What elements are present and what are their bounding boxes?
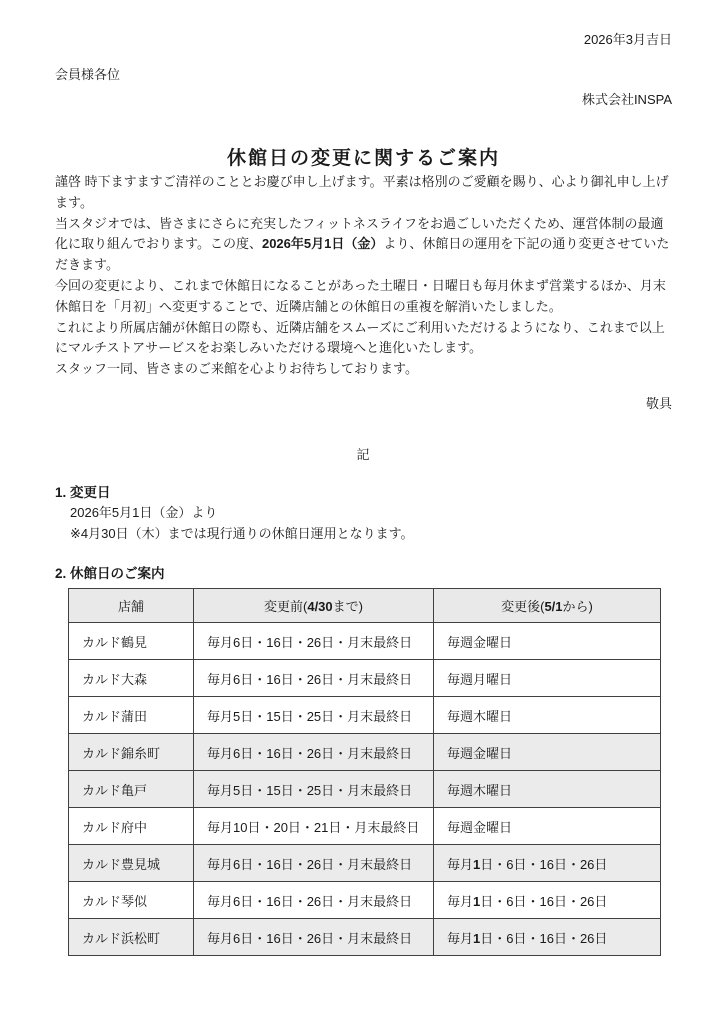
after-cell: 毎週月曜日	[434, 660, 661, 697]
after-cell: 毎週金曜日	[434, 734, 661, 771]
change-date-note: ※4月30日（木）までは現行通りの休館日運用となります。	[70, 525, 414, 541]
benefit-paragraph: これにより所属店舗が休館日の際も、近隣店舗をスムーズにご利用いただけるようになり、これまで以上にマルチストアサービスをお楽しみいただける環境へと進化いたします。	[55, 319, 665, 356]
change-date-line: 2026年5月1日（金）より	[70, 505, 218, 521]
before-cell: 毎月6日・16日・26日・月末最終日	[194, 734, 434, 771]
after-cell: 毎月1日・6日・16日・26日	[434, 919, 661, 956]
recipient: 会員様各位	[55, 66, 121, 82]
store-cell: カルド蒲田	[69, 697, 194, 734]
store-cell: カルド大森	[69, 660, 194, 697]
table-body	[69, 623, 661, 956]
before-cell: 毎月6日・16日・26日・月末最終日	[194, 845, 434, 882]
announcement-text-post: より、休館日の運用を下記の通り変更させていただきます。	[55, 236, 670, 273]
before-cell: 毎月5日・15日・25日・月末最終日	[194, 697, 434, 734]
before-cell: 毎月6日・16日・26日・月末最終日	[194, 660, 434, 697]
announcement-text-pre: 当スタジオでは、皆さまにさらに充実したフィットネスライフをお過ごしいただくため、運営体制の最適化に取り組んでおります。この度、	[55, 215, 664, 252]
table-header-row	[69, 589, 661, 623]
before-cell: 毎月6日・16日・26日・月末最終日	[194, 623, 434, 660]
table-row	[69, 919, 661, 956]
after-cell: 毎週金曜日	[434, 808, 661, 845]
table-row	[69, 771, 661, 808]
before-cell: 毎月6日・16日・26日・月末最終日	[194, 882, 434, 919]
table-row	[69, 845, 661, 882]
table-row	[69, 660, 661, 697]
store-cell: カルド琴似	[69, 882, 194, 919]
after-cell: 毎月1日・6日・16日・26日	[434, 845, 661, 882]
greeting-paragraph: 謹啓 時下ますますご清祥のこととお慶び申し上げます。平素は格別のご愛顧を賜り、心より御礼申し上げます。	[55, 174, 669, 210]
table-header-store: 店舗	[69, 589, 194, 623]
store-cell: カルド鶴見	[69, 623, 194, 660]
closing-word: 敬具	[645, 396, 672, 411]
after-cell: 毎週木曜日	[434, 771, 661, 808]
closure-days-table	[68, 588, 661, 956]
after-cell: 毎週木曜日	[434, 697, 661, 734]
before-cell: 毎月6日・16日・26日・月末最終日	[194, 919, 434, 956]
table-row	[69, 734, 661, 771]
store-cell: カルド豊見城	[69, 845, 194, 882]
change-detail-paragraph: 今回の変更により、これまで休館日になることがあった土曜日・日曜日も毎月休まず営業するほか、月末休館日を「月初」へ変更することで、近隣店舗との休館日の重複を解消いたしました。	[55, 278, 666, 314]
after-cell: 毎月1日・6日・16日・26日	[434, 882, 661, 919]
section2-heading: 2. 休館日のご案内	[55, 565, 165, 581]
table-header-after: 変更後(5/1から)	[434, 589, 661, 623]
document-title: 休館日の変更に関するご案内	[226, 148, 500, 170]
before-cell: 毎月10日・20日・21日・月末最終日	[194, 808, 434, 845]
store-cell: カルド府中	[69, 808, 194, 845]
change-announcement-paragraph	[55, 214, 672, 276]
store-cell: カルド錦糸町	[69, 734, 194, 771]
effective-date-emphasis: 2026年5月1日（金）	[261, 236, 384, 252]
store-cell: カルド亀戸	[69, 771, 194, 808]
table-row	[69, 623, 661, 660]
table-header-before: 変更前(4/30まで)	[194, 589, 434, 623]
table-row	[69, 697, 661, 734]
staff-message-paragraph: スタッフ一同、皆さまのご来館を心よりお待ちしております。	[55, 361, 418, 377]
record-mark: 記	[356, 446, 371, 462]
date-line: 2026年3月吉日	[583, 32, 672, 47]
table-row	[69, 882, 661, 919]
company-name: 株式会社INSPA	[581, 91, 672, 107]
store-cell: カルド浜松町	[69, 919, 194, 956]
section1-heading: 1. 変更日	[55, 484, 111, 500]
before-cell: 毎月5日・15日・25日・月末最終日	[194, 771, 434, 808]
after-cell: 毎週金曜日	[434, 623, 661, 660]
table-row	[69, 808, 661, 845]
